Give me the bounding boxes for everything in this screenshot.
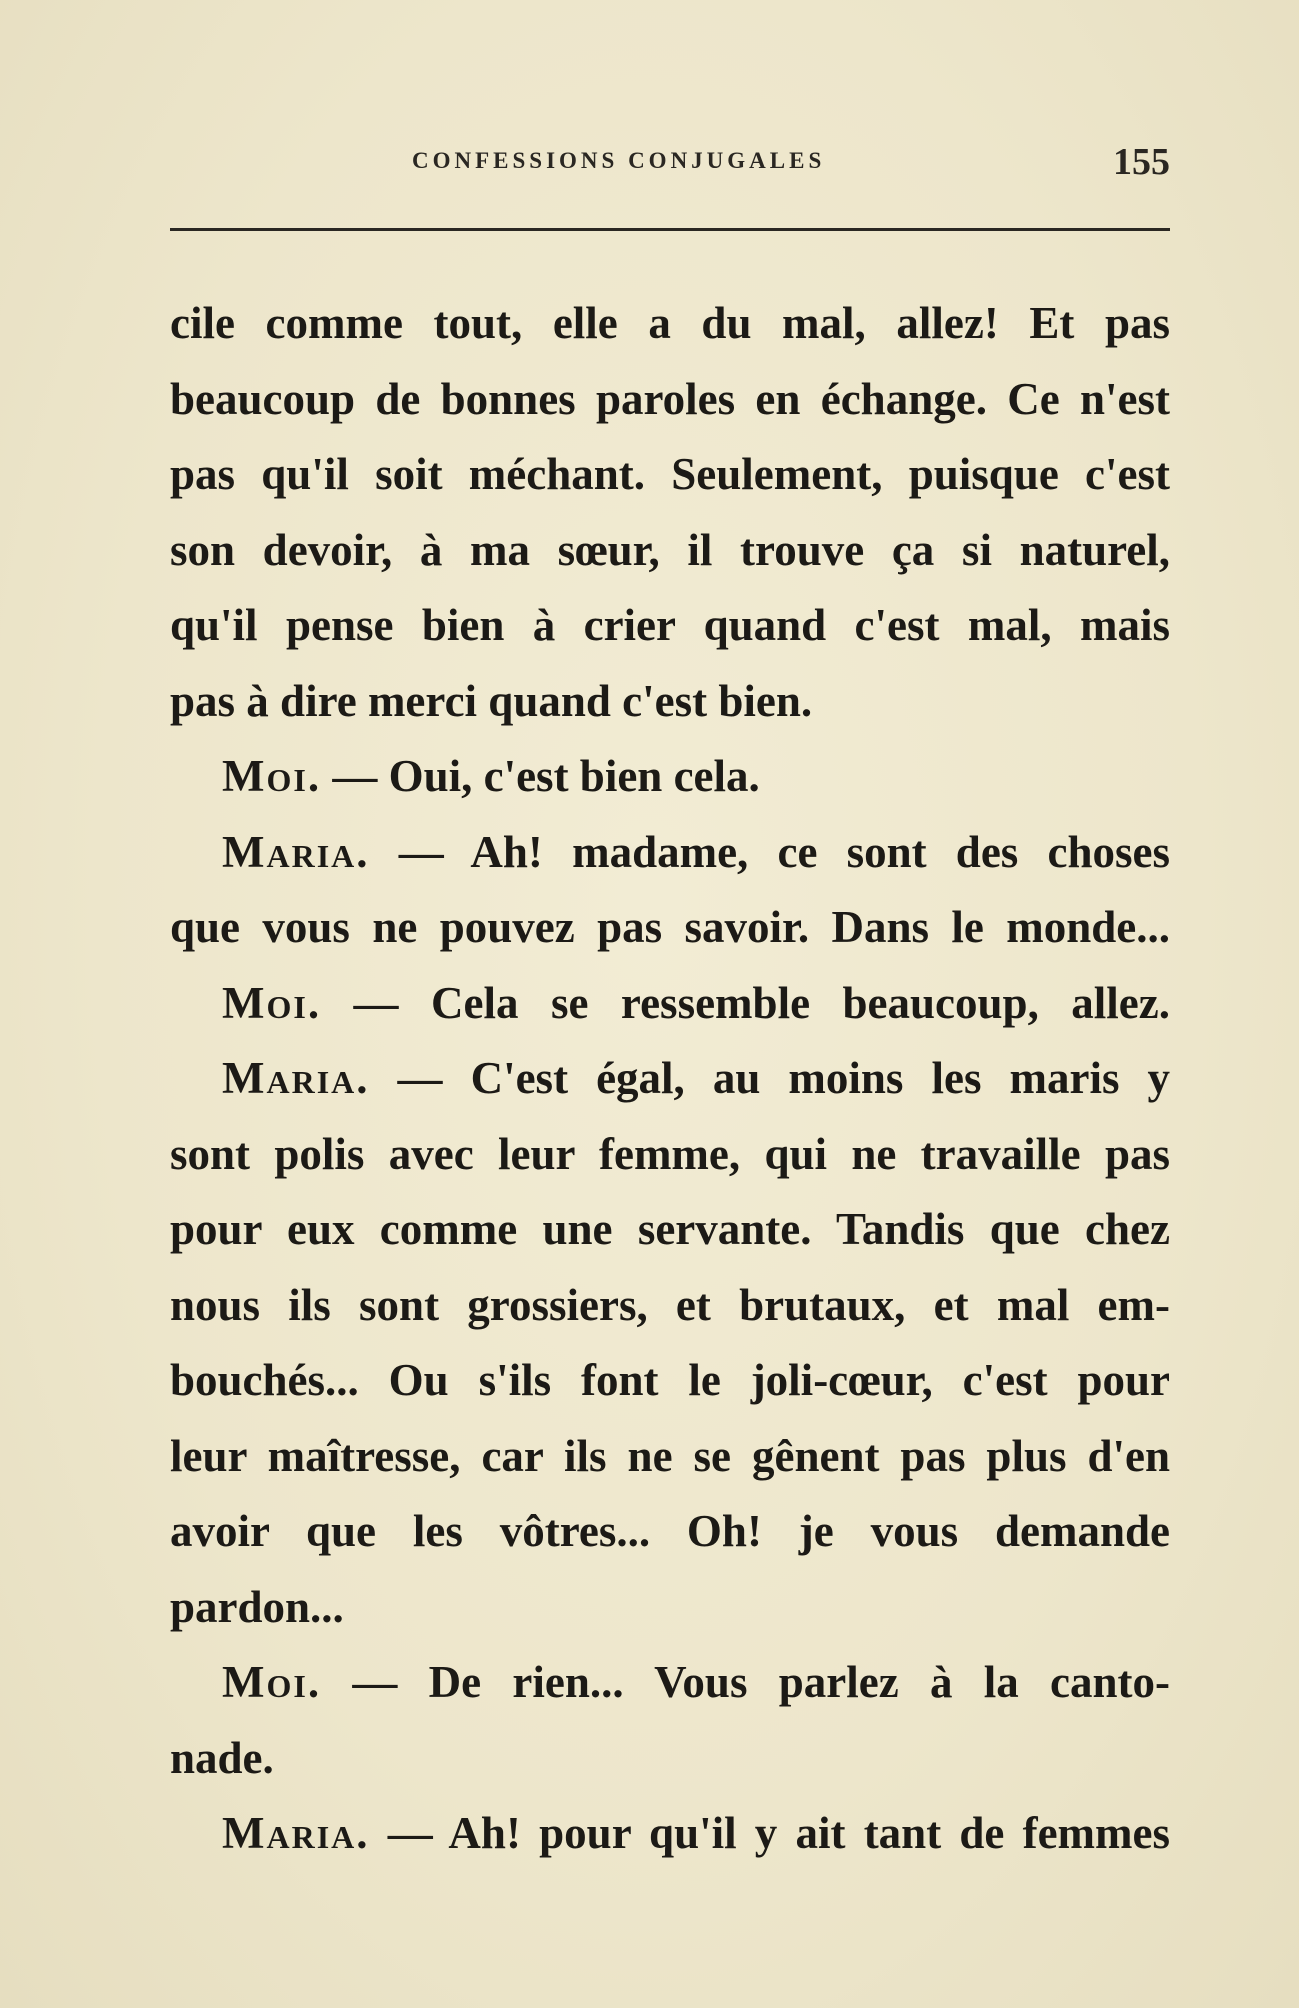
dialogue-line: Moi. — Cela se ressemble beaucoup, allez. — [222, 977, 1170, 1028]
speaker-name: Maria. — [222, 1053, 370, 1103]
text-line: pour eux comme une servante. Tandis que chez — [170, 1204, 1170, 1254]
text-line: pas à dire merci quand c'est bien. — [170, 675, 813, 726]
text-line: pas qu'il soit méchant. Seulement, puisque c'est — [170, 449, 1170, 499]
dialogue-line: Maria. — Ah! pour qu'il y ait tant de femmes — [222, 1808, 1170, 1858]
page-number: 155 — [1113, 141, 1170, 183]
text-line: nous ils sont grossiers, et brutaux, et mal em- — [170, 1279, 1170, 1330]
dialogue-line: Moi. — Oui, c'est bien cela. — [222, 751, 760, 801]
text-line: que vous ne pouvez pas savoir. Dans le monde... — [170, 902, 1170, 952]
text-line: sont polis avec leur femme, qui ne travaille pas — [170, 1128, 1170, 1179]
dialogue-line: Maria. — C'est égal, au moins les maris y — [222, 1053, 1170, 1103]
text-line: qu'il pense bien à crier quand c'est mal, mais — [170, 600, 1170, 650]
body-text — [170, 286, 1170, 1872]
text-line: avoir que les vôtres... Oh! je vous demande — [170, 1506, 1170, 1556]
speaker-name: Moi. — [222, 977, 322, 1028]
running-title: CONFESSIONS CONJUGALES — [412, 148, 826, 173]
speaker-name: Moi. — [222, 1657, 322, 1707]
dialogue-line: Moi. — De rien... Vous parlez à la canto- — [222, 1657, 1170, 1707]
text-line: pardon... — [170, 1581, 344, 1632]
text-line: leur maîtresse, car ils ne se gênent pas plus d'en — [170, 1430, 1170, 1481]
text-line: nade. — [170, 1732, 274, 1783]
speaker-name: Maria. — [222, 826, 370, 877]
running-head — [170, 141, 1170, 188]
text-line: beaucoup de bonnes paroles en échange. Ce n'est — [170, 373, 1170, 424]
header-rule — [170, 228, 1170, 231]
text-line: cile comme tout, elle a du mal, allez! Et pas — [170, 298, 1170, 348]
text-line: bouchés... Ou s'ils font le joli-cœur, c'est pour — [170, 1355, 1170, 1405]
text-line: son devoir, à ma sœur, il trouve ça si naturel, — [170, 524, 1170, 575]
speaker-name: Maria. — [222, 1808, 370, 1858]
dialogue-line: Maria. — Ah! madame, ce sont des choses — [222, 826, 1170, 877]
speaker-name: Moi. — [222, 751, 322, 801]
